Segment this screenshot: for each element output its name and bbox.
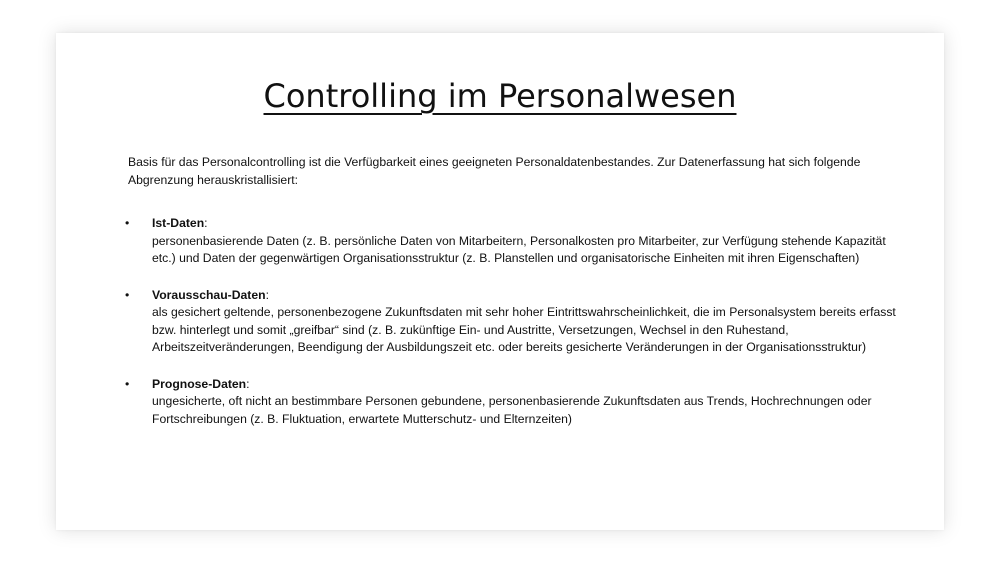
item-description: personenbasierende Daten (z. B. persönliche Daten von Mitarbeitern, Personalkosten pro Mitarbeiter, zur Verfügung stehende Kapazität etc.) und Daten der gegenwärtigen Organisationsstruktur (z. B. Planstellen und organisatorische Einheiten mit ihren Eigenschaften): [152, 233, 886, 265]
list-item-ist-daten: [122, 215, 912, 268]
slide-title: Controlling im Personalwesen: [263, 77, 737, 115]
bullet-icon: •: [125, 376, 130, 391]
item-label: Ist-Daten: [152, 216, 205, 230]
item-description: ungesicherte, oft nicht an bestimmbare Personen gebundene, personenbasierende Zukunftsdaten aus Trends, Hochrechnungen oder Fortschreibungen (z. B. Fluktuation, erwartete Mutterschutz- und Elternzeiten): [152, 394, 872, 426]
list-item-prognose-daten: [122, 376, 912, 429]
bullet-icon: •: [125, 216, 130, 230]
list-item-vorausschau-daten: [122, 287, 912, 357]
intro-paragraph: Basis für das Personalcontrolling ist die Verfügbarkeit eines geeigneten Personaldatenbestandes. Zur Datenerfassung hat sich folgende Abgrenzung herauskristallisiert:: [128, 155, 861, 187]
item-colon: :: [246, 376, 250, 391]
item-colon: :: [204, 216, 208, 230]
item-description: als gesichert geltende, personenbezogene Zukunftsdaten mit sehr hoher Eintrittswahrscheinlichkeit, die im Personalsystem bereits erfasst bzw. hinterlegt und somit „greifbar“ sind (z. B. zukünftige Ein- und Austritte, Versetzungen, Wechsel in den Ruhestand, Arbeitszeitveränderungen, Beendigung der Ausbildungszeit etc. oder bereits gesicherte Veränderungen in der Organisationsstruktur): [152, 305, 896, 354]
bullet-icon: •: [125, 287, 130, 302]
item-colon: :: [265, 287, 269, 302]
item-label: Prognose-Daten: [152, 376, 247, 391]
data-types-list: [122, 215, 912, 447]
item-label: Vorausschau-Daten: [152, 287, 266, 302]
slide: [56, 33, 944, 530]
